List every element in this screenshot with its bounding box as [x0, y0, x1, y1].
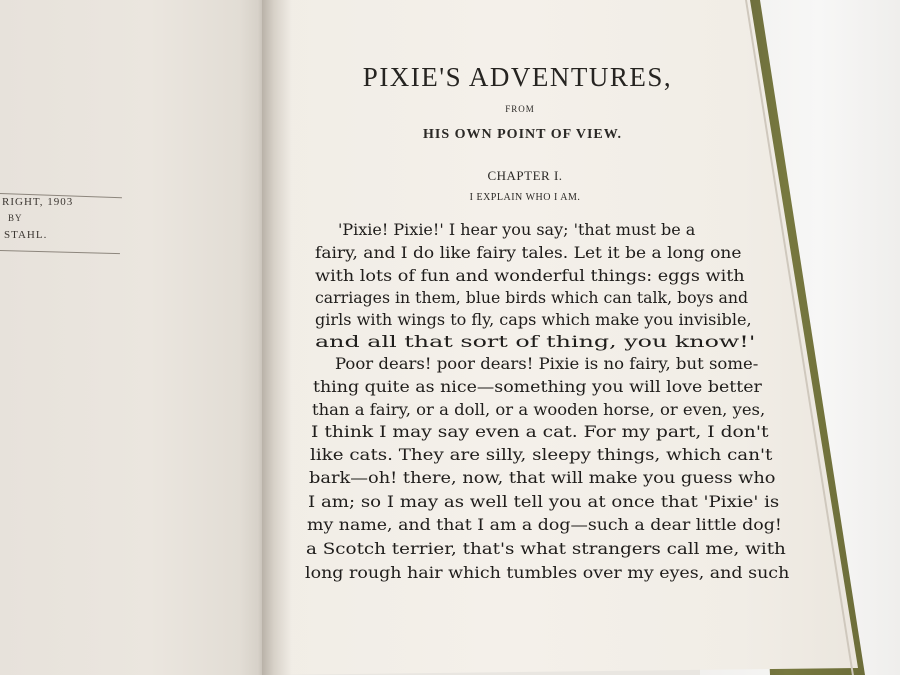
copyright-line-2: BY [8, 213, 23, 223]
body-line: my name, and that I am a dog—such a dear little dog! [307, 515, 782, 534]
chapter-number: CHAPTER I. [487, 168, 563, 183]
copyright-line-3: STAHL. [4, 229, 48, 241]
body-line: like cats. They are silly, sleepy things, which can't [310, 445, 773, 464]
body-line: I am; so I may as well tell you at once that 'Pixie' is [308, 492, 780, 511]
copyright-line-1: RIGHT, 1903 [2, 196, 74, 208]
body-line: 'Pixie! Pixie!' I hear you say; 'that must be a [338, 220, 696, 239]
body-line: I think I may say even a cat. For my part, I don't [311, 422, 769, 441]
body-line: fairy, and I do like fairy tales. Let it be a long one [315, 243, 742, 262]
body-line: and all that sort of thing, you know!' [315, 332, 756, 351]
body-line: a Scotch terrier, that's what strangers call me, with [306, 539, 786, 558]
body-line: girls with wings to fly, caps which make you invisible, [315, 310, 752, 329]
body-line: bark—oh! there, now, that will make you guess who [309, 468, 776, 487]
body-line: thing quite as nice—something you will love better [313, 377, 762, 396]
chapter-title: I EXPLAIN WHO I AM. [469, 192, 581, 203]
from-label: FROM [505, 104, 535, 114]
left-page [0, 0, 272, 675]
book-subtitle: HIS OWN POINT OF VIEW. [423, 127, 622, 142]
copyright-rule-bottom [0, 250, 120, 254]
book-title: PIXIE'S ADVENTURES, [362, 62, 673, 92]
body-line: than a fairy, or a doll, or a wooden horse, or even, yes, [312, 400, 766, 419]
body-line: Poor dears! poor dears! Pixie is no fairy, but some- [335, 354, 759, 373]
book-gutter-shadow [262, 0, 292, 675]
body-line: carriages in them, blue birds which can talk, boys and [315, 288, 749, 307]
body-line: with lots of fun and wonderful things: eggs with [315, 266, 745, 285]
body-line: long rough hair which tumbles over my eyes, and such [305, 563, 790, 582]
